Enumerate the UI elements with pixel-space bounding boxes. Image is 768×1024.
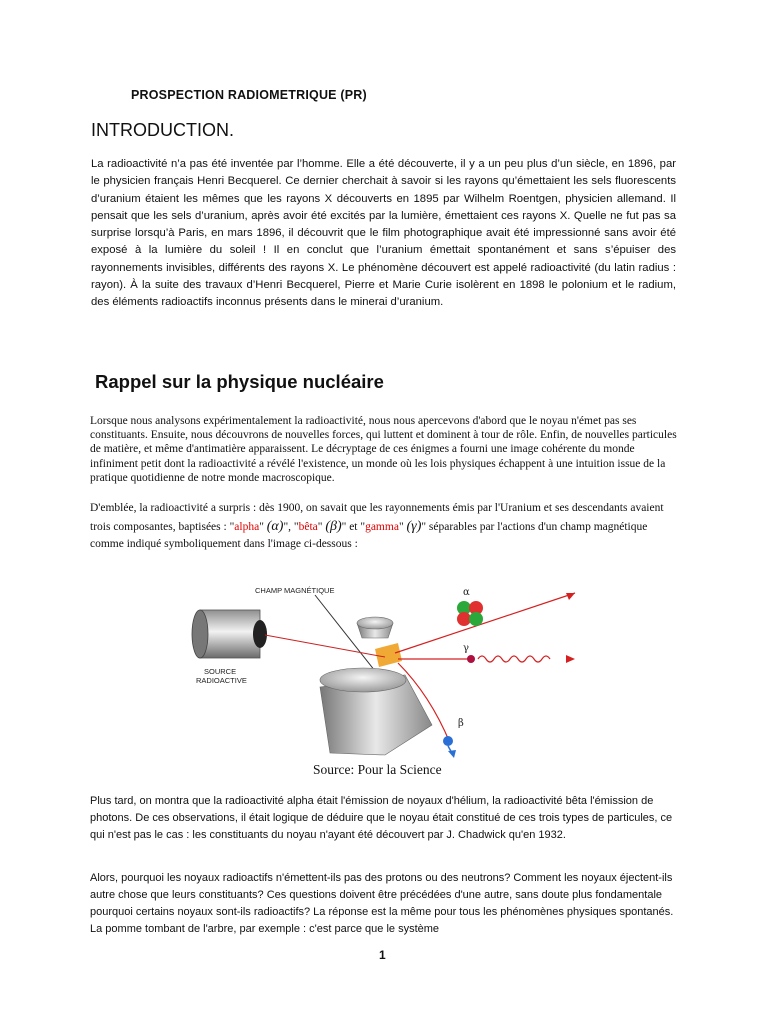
page-number: 1 bbox=[379, 948, 386, 962]
beta-particle bbox=[443, 736, 456, 758]
gamma-photon bbox=[467, 655, 475, 663]
demblee-paragraph: D'emblée, la radioactivité a surpris : dès 1900, on savait que les rayonnements émis par l'Uranium et ses descendants avaient trois composantes, baptisées : "alpha" (α)", "bêta" (β)" et "gamma" (γ)" séparables par l'actions d'un champ magnétique comme indiqué symboliquement dans l'image ci-dessous : bbox=[90, 502, 664, 550]
alpha-label: α bbox=[463, 587, 470, 598]
demblee-text-2: " séparables par l'actions d'un champ magnétique comme indiqué symboliquement dans l'image ci-dessous : bbox=[90, 520, 648, 550]
document-title: PROSPECTION RADIOMETRIQUE (PR) bbox=[131, 88, 367, 102]
champ-label: CHAMP MAGNÉTIQUE bbox=[255, 586, 335, 595]
demblee-text-1: D'emblée, la radioactivité a surpris : dès 1900, on savait que les rayonnements émis par l'Uranium et ses descendants avaient trois composantes, baptisées : " bbox=[90, 502, 664, 533]
source-label-2: RADIOACTIVE bbox=[196, 676, 247, 685]
source-label-1: SOURCE bbox=[204, 667, 237, 676]
gamma-wave bbox=[478, 656, 550, 662]
alpha-particle bbox=[457, 601, 483, 626]
later-paragraph: Plus tard, on montra que la radioactivité alpha était l'émission de noyaux d'hélium, la radioactivité bêta l'émission de photons. De ces observations, il était logique de déduire que le noyau était constitué de ces trois types de particules, ce qui n'est pas le cas : les constituants du noyau n'ayant été découvert par J. Chadwick qu'en 1932. bbox=[90, 795, 673, 841]
magnetic-deflection-figure bbox=[180, 575, 580, 760]
beta-label: β bbox=[458, 718, 464, 729]
radioactive-source bbox=[192, 610, 267, 658]
rappel-heading: Rappel sur la physique nucléaire bbox=[95, 371, 384, 392]
separator-1: ", " bbox=[283, 520, 299, 533]
gamma-label: γ bbox=[463, 643, 469, 654]
alpha-ray bbox=[395, 593, 575, 653]
introduction-paragraph: La radioactivité n’a pas été inventée par l’homme. Elle a été découverte, il y a un peu plus d’un siècle, en 1896, par le physicien français Henri Becquerel. Ce dernier cherchait à savoir si les rayons qu’émettaient les sels fluorescents d’uranium étaient les mêmes que les rayons X découverts en 1895 par Wilhelm Roentgen, physicien allemand. Il pensait que les sels d’uranium, après avoir été excités par la lumière, émettaient ces rayons X. Quelle ne fut pas sa surprise lorsqu’à Paris, en mars 1896, il découvrit que le film photographique avait été impressionné sans avoir été exposé à la lumière du soleil ! Il en conclut que l’uranium émettait spontanément et sans s’épuiser des rayonnements invisibles, différents des rayons X. Le phénomène découvert est appelé radioactivité (du latin radius : rayon). À la suite des travaux d’Henri Becquerel, Pierre et Marie Curie isolèrent en 1898 le polonium et le radium, des éléments radioactifs inconnus présents dans le minerai d’uranium. bbox=[91, 158, 676, 309]
lower-magnet-pole bbox=[320, 668, 432, 755]
beta-symbol: (β) bbox=[325, 518, 342, 534]
beta-term: bêta bbox=[298, 520, 318, 533]
gamma-term: gamma bbox=[365, 520, 399, 533]
rappel-paragraph: Lorsque nous analysons expérimentalement la radioactivité, nous nous apercevons d'abord que le noyau n'émet pas ses constituants. Ensuite, nous découvrons de nouvelles forces, qui luttent et dominent à tour de rôle. Enfin, de nouvelles particules de matière, et même d'antimatière apparaissent. Le décryptage de ces énigmes a fourni une image cohérente du monde infiniment petit dont la radioactivité a révélé l'existence, un monde où les lois physiques échappent à une intuition issue de la pratique quotidienne de notre monde macroscopique. bbox=[90, 415, 677, 484]
alpha-term: alpha bbox=[234, 520, 260, 533]
introduction-heading: INTRODUCTION. bbox=[91, 120, 234, 140]
alpha-symbol: (α) bbox=[266, 518, 284, 534]
gamma-symbol: (γ) bbox=[406, 518, 422, 534]
alors-paragraph: Alors, pourquoi les noyaux radioactifs n'émettent-ils pas des protons ou des neutrons? Comment les noyaux éjectent-ils autre chose que leurs constituants? Ces questions doivent être précédées d'une autre, sans doute plus fondamentale pourquoi certains noyaux sont-ils radioactifs? La réponse est la même pour tous les phénomènes physiques spontanés. La pomme tombant de l'arbre, par exemple : c'est parce que le système bbox=[90, 872, 674, 935]
upper-magnet-pole bbox=[357, 617, 393, 638]
figure-caption: Source: Pour la Science bbox=[313, 762, 442, 777]
separator-2: " et " bbox=[341, 520, 366, 533]
